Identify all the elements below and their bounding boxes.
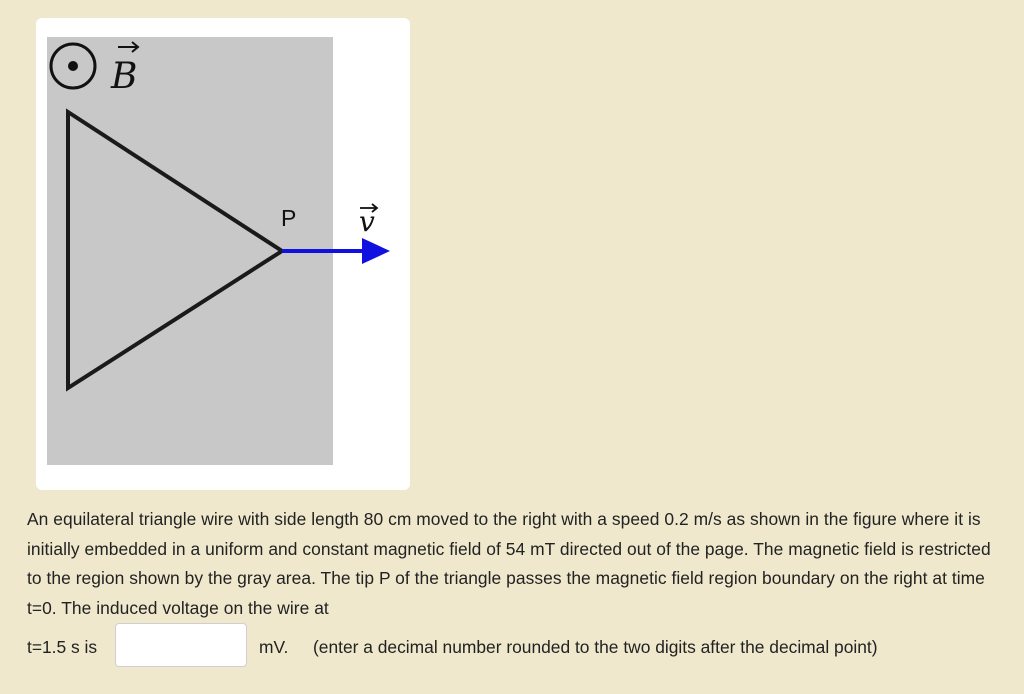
answer-unit: mV. (259, 637, 289, 657)
field-symbol: B (111, 56, 138, 97)
velocity-arrow-head (362, 238, 390, 264)
physics-figure (36, 18, 410, 490)
answer-note: (enter a decimal number rounded to the two digits after the decimal point) (313, 637, 878, 657)
problem-statement: An equilateral triangle wire with side length 80 cm moved to the right with a speed 0.2 m/s as shown in the figure where it is initially embedded in a uniform and constant magnetic field of 54 mT directed out of the page. The magnetic field is restricted to the region shown by the gray area. The tip P of the triangle passes the magnetic field region boundary on the right at time t=0. The induced voltage on the wire at (27, 509, 991, 618)
velocity-symbol: v (359, 205, 375, 238)
point-label: P (281, 205, 297, 231)
answer-input[interactable] (115, 623, 247, 667)
answer-prefix: t=1.5 s is (27, 637, 98, 657)
figure-card (36, 18, 410, 490)
answer-row (27, 623, 1012, 671)
